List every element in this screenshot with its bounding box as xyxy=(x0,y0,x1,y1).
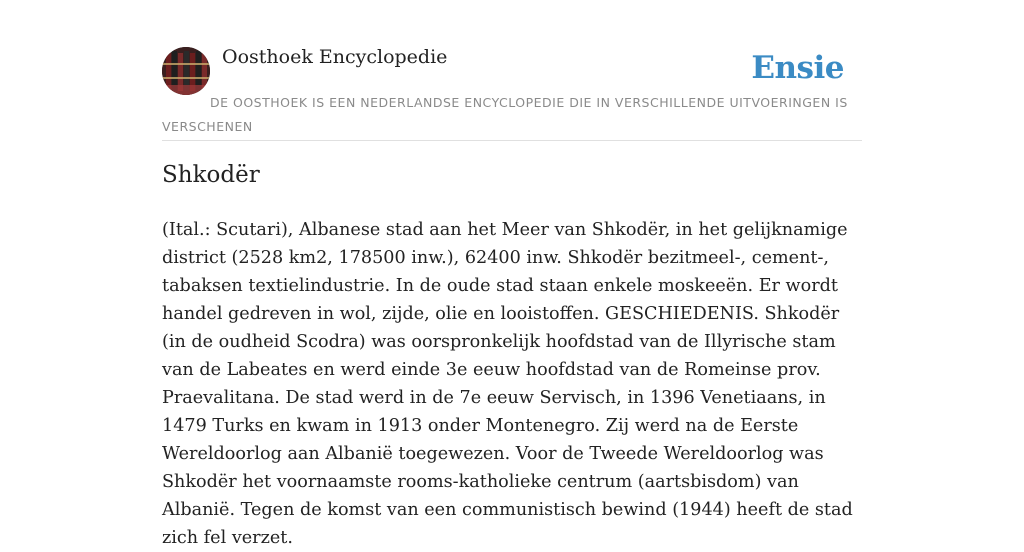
site-header xyxy=(162,44,862,141)
book-spines-icon[interactable] xyxy=(162,47,210,95)
brand-logo[interactable]: Ensie xyxy=(751,50,844,86)
article-title: Shkodër xyxy=(162,162,260,188)
site-title[interactable]: Oosthoek Encyclopedie xyxy=(222,46,448,68)
site-description: DE OOSTHOEK IS EEN NEDERLANDSE ENCYCLOPEDIE DIE IN VERSCHILLENDE UITVOERINGEN IS VERSCHENEN xyxy=(162,95,848,134)
article-body: (Ital.: Scutari), Albanese stad aan het Meer van Shkodër, in het gelijknamige district (2528 km2, 178500 inw.), 62400 inw. Shkodër bezitmeel-, cement-, tabaksen textielindustrie. In de oude stad staan enkele moskeeën. Er wordt handel gedreven in wol, zijde, olie en looistoffen. GESCHIEDENIS. Shkodër (in de oudheid Scodra) was oorspronkelijk hoofdstad van de Illyrische stam van de Labeates en werd einde 3e eeuw hoofdstad van de Romeinse prov. Praevalitana. De stad werd in de 7e eeuw Servisch, in 1396 Venetiaans, in 1479 Turks en kwam in 1913 onder Montenegro. Zij werd na de Eerste Wereldoorlog aan Albanië toegewezen. Voor de Tweede Wereldoorlog was Shkodër het voornaamste rooms-katholieke centrum (aartsbisdom) van Albanië. Tegen de komst van een communistisch bewind (1944) heeft de stad zich fel verzet. xyxy=(162,220,853,548)
